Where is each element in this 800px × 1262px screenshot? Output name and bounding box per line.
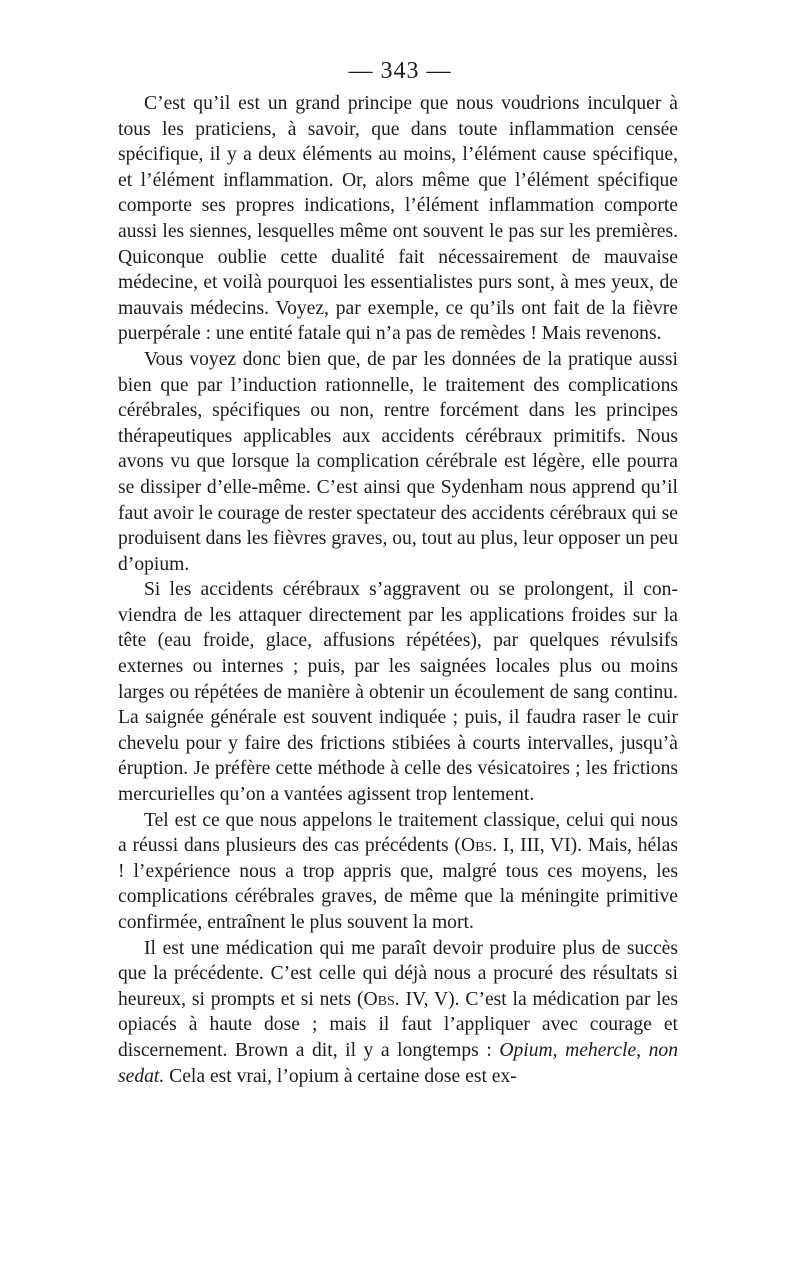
page-number: — 343 —: [348, 58, 452, 84]
paragraph-4-text-end: I, III, VI). Mais, hélas ! l’expérience nous a trop appris que, malgré tous ces moyens, les complications cérébrales graves, de même que la méningite primitive confirmée, entraînent le plus souvent la mort.: [118, 835, 679, 933]
body-text: [118, 91, 678, 1089]
paragraph-5: [118, 936, 678, 1090]
paragraph-3: Si les accidents cérébraux s’aggravent ou se prolongent, il conviendra de les attaquer directement par les applications froides sur la tête (eau froide, glace, affusions répétées), par quelques révulsifs externes ou internes ; puis, par les saignées locales plus ou moins larges ou répétées de manière à obtenir un écoulement de sang continu. La saignée générale est souvent indiquée ; puis, il faudra raser le cuir chevelu pour y faire des frictions stibiées à courts intervalles, jusqu’à éruption. Je préfère cette méthode à celle des vésicatoires ; les frictions mercurielles qu’on a vantées agissent trop lentement.: [118, 579, 678, 806]
paragraph-5-text-start: Il est une médication qui me paraît devoir produire plus de succès que la précédente. C’est celle qui déjà nous a procuré des résultats si heureux, si prompts et si nets (: [118, 937, 678, 1010]
paragraph-2: Vous voyez donc bien que, de par les données de la pratique aussi bien que par l’induction rationnelle, le traitement des complications cérébrales, spécifiques ou non, rentre forcément dans les principes thérapeutiques applicables aux accidents cérébraux primitifs. Nous avons vu que lorsque la complication cérébrale est légère, elle pourra se dissiper d’elle-même. C’est ainsi que Sydenham nous apprend qu’il faut avoir le courage de rester spectateur des accidents cérébraux qui se produisent dans les fièvres graves, ou, tout au plus, leur opposer un peu d’opium.: [118, 348, 678, 575]
paragraph-1: C’est qu’il est un grand principe que nous voudrions inculquer à tous les praticiens, à savoir, que dans toute inflammation censée spécifique, il y a deux éléments au moins, l’élément cause spécifique, et l’élément inflammation. Or, alors même que l’élément spécifique comporte ses propres indications, l’élément inflammation comporte aussi les siennes, lesquelles même ont souvent le pas sur les premières. Quiconque oublie cette dualité fait nécessairement de mauvaise médecine, et voilà pourquoi les essentialistes purs sont, à mes yeux, de mauvais médecins. Voyez, par exemple, ce qu’ils ont fait de la fièvre puerpérale : une entité fatale qui n’a pas de remèdes ! Mais revenons.: [118, 93, 678, 345]
paragraph-5-text-middle: IV, V). C’est la médication par les opiacés à haute dose ; mais il faut l’appliquer avec courage et discernement. Brown a dit, il y a longtemps :: [118, 988, 678, 1061]
paragraph-4: [118, 808, 678, 936]
obs-abbreviation: Obs.: [363, 988, 400, 1010]
obs-abbreviation: Obs.: [460, 835, 498, 857]
latin-quotation: Opium, mehercle, non sedat.: [118, 1039, 678, 1087]
paragraph-4-text-start: Tel est ce que nous appelons le traitement classique, celui qui nous a réussi dans plusieurs des cas précédents (: [118, 809, 678, 857]
paragraph-5-text-end: Cela est vrai, l’opium à certaine dose est ex-: [164, 1065, 517, 1087]
